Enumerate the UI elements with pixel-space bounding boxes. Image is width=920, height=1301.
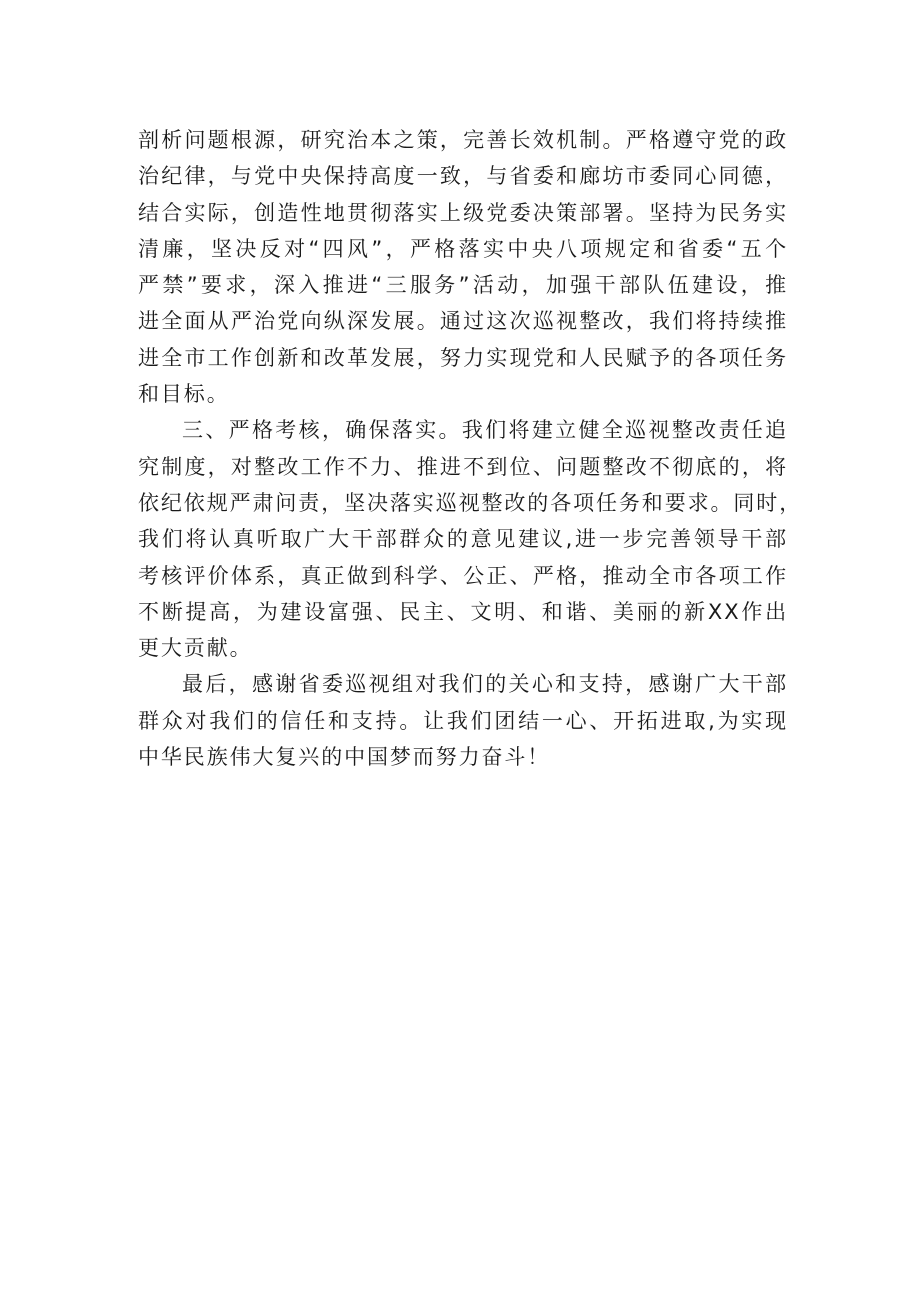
text-line: 群众对我们的信任和支持。让我们团结一心、开拓进取,为实现 <box>138 708 788 733</box>
paragraph-3 <box>138 666 788 775</box>
text-line: 严禁”要求，深入推进“三服务”活动，加强干部队伍建设，推 <box>138 273 788 298</box>
text-line: 考核评价体系，真正做到科学、公正、严格，推动全市各项工作 <box>138 563 788 588</box>
text-line: 进全面从严治党向纵深发展。通过这次巡视整改，我们将持续推 <box>138 309 788 334</box>
text-line: 最后，感谢省委巡视组对我们的关心和支持，感谢广大干部 <box>182 672 788 697</box>
text-line: 中华民族伟大复兴的中国梦而努力奋斗！ <box>138 745 551 770</box>
text-line: 进全市工作创新和改革发展，努力实现党和人民赋予的各项任务 <box>138 345 788 370</box>
text-line: 不断提高，为建设富强、民主、文明、和谐、美丽的新XX作出 <box>138 599 788 624</box>
text-line: 剖析问题根源，研究治本之策，完善长效机制。严格遵守党的政 <box>138 128 788 152</box>
text-line: 结合实际，创造性地贯彻落实上级党委决策部署。坚持为民务实 <box>138 200 788 225</box>
paragraph-1 <box>138 122 788 412</box>
text-line: 三、严格考核，确保落实。我们将建立健全巡视整改责任追 <box>182 418 788 443</box>
text-line: 究制度，对整改工作不力、推进不到位、问题整改不彻底的，将 <box>138 454 788 479</box>
text-line: 清廉，坚决反对“四风”，严格落实中央八项规定和省委“五个 <box>138 236 788 261</box>
text-line: 依纪依规严肃问责，坚决落实巡视整改的各项任务和要求。同时， <box>138 490 803 515</box>
text-line: 治纪律，与党中央保持高度一致，与省委和廊坊市委同心同德， <box>138 164 788 189</box>
text-line: 和目标。 <box>138 382 230 407</box>
text-line: 更大贡献。 <box>138 636 253 661</box>
text-line: 我们将认真听取广大干部群众的意见建议,进一步完善领导干部 <box>138 527 788 552</box>
document-body <box>138 122 803 775</box>
paragraph-2 <box>138 412 803 666</box>
